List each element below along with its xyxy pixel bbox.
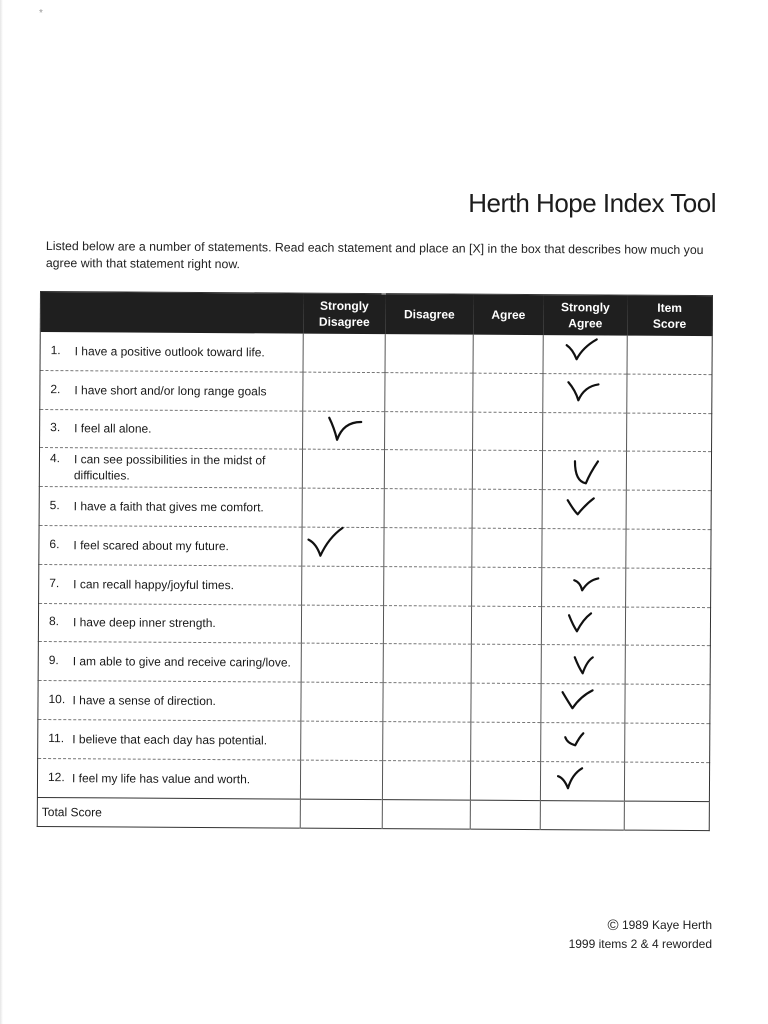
response-cell-agree[interactable] (472, 528, 542, 567)
page-title: Herth Hope Index Tool (468, 188, 716, 218)
statement (50, 451, 302, 485)
item-text: I have short and/or long range goals (74, 382, 267, 399)
response-cell-strongly-agree[interactable] (541, 606, 625, 645)
response-cell-disagree[interactable] (383, 644, 471, 683)
response-cell-strongly-agree[interactable] (541, 684, 625, 723)
handwritten-check-icon (306, 526, 346, 558)
response-cell-disagree[interactable] (385, 334, 473, 373)
check-stroke (558, 768, 582, 788)
response-cell-item-score[interactable] (626, 568, 711, 607)
check-stroke (329, 417, 361, 439)
handwritten-check-icon (566, 378, 600, 402)
response-cell-item-score[interactable] (626, 529, 711, 568)
statement (48, 770, 300, 788)
table-row (40, 332, 712, 374)
header-label-line: Score (652, 316, 687, 331)
item-number: 2. (50, 381, 61, 396)
table-row (37, 758, 709, 801)
handwritten-check-icon (556, 766, 586, 790)
check-stroke (568, 382, 598, 400)
response-cell-strongly-disagree[interactable] (303, 334, 385, 373)
statement (50, 382, 302, 400)
response-cell-item-score[interactable] (624, 762, 709, 801)
item-number: 12. (47, 769, 65, 784)
handwritten-check-icon (573, 656, 595, 676)
response-cell-agree[interactable] (473, 412, 543, 451)
item-text: I can recall happy/joyful times. (73, 576, 235, 592)
item-text: I feel scared about my future. (73, 538, 229, 554)
item-text: I can see possibilities in the midst of difficulties. (73, 452, 266, 483)
response-cell-agree[interactable] (471, 645, 541, 684)
handwritten-check-icon (565, 337, 599, 361)
copyright-text: 1989 Kaye Herth (621, 918, 712, 932)
table-row (40, 370, 712, 413)
response-cell-item-score[interactable] (625, 645, 710, 684)
response-cell-item-score[interactable] (627, 374, 712, 413)
header-label-line: Disagree (318, 314, 370, 330)
handwritten-check-icon (327, 413, 363, 441)
response-cell-agree[interactable] (470, 761, 540, 800)
response-cell-strongly-agree[interactable] (542, 490, 626, 529)
statement (49, 576, 301, 594)
item-text: I have a faith that gives me comfort. (73, 499, 264, 515)
statement-cell (37, 758, 300, 798)
item-number: 5. (49, 498, 60, 513)
item-number: 9. (48, 653, 59, 668)
check-stroke (562, 690, 592, 708)
response-cell-disagree[interactable] (384, 489, 472, 528)
item-number: 6. (49, 536, 60, 551)
handwritten-check-icon (572, 574, 600, 592)
statement-cell (38, 719, 301, 759)
response-cell-item-score[interactable] (627, 413, 712, 452)
header-label-line: Strongly (561, 300, 610, 315)
statement-cell (38, 642, 301, 682)
header-label-line: Item (657, 300, 683, 315)
item-text: I have a sense of direction. (72, 693, 216, 709)
response-cell-strongly-disagree[interactable] (300, 760, 382, 799)
statement (49, 615, 301, 633)
statement (51, 343, 303, 361)
header-label-line: Agree (491, 307, 526, 322)
check-stroke (567, 339, 597, 359)
response-cell-strongly-agree[interactable] (541, 645, 625, 684)
table-row (38, 719, 710, 762)
response-cell-strongly-disagree[interactable] (301, 682, 383, 721)
instructions: Listed below are a number of statements. Read each statement and place an [X] in the box that describes how much you agree with that statement right now. (45, 238, 704, 272)
response-cell-strongly-agree[interactable] (541, 723, 625, 762)
hope-index-table (37, 291, 713, 831)
table-row (38, 603, 710, 646)
response-cell-item-score[interactable] (625, 723, 710, 762)
table-row (38, 681, 710, 724)
item-text: I am able to give and receive caring/love. (72, 654, 291, 670)
statement-cell (39, 525, 302, 565)
response-cell-strongly-disagree[interactable] (302, 488, 384, 527)
statement-cell (39, 487, 302, 527)
response-cell-disagree[interactable] (385, 411, 473, 450)
response-cell-strongly-disagree[interactable] (301, 721, 383, 760)
item-number: 7. (49, 575, 60, 590)
statement (48, 692, 300, 710)
total-score-label: Total Score (37, 797, 300, 828)
item-text: I feel my life has value and worth. (71, 770, 251, 786)
statement-cell (40, 370, 303, 410)
item-text: I feel all alone. (74, 421, 152, 437)
hope-index-form (37, 291, 712, 831)
response-cell-disagree[interactable] (382, 760, 470, 799)
check-stroke (575, 462, 598, 484)
response-cell-strongly-disagree[interactable] (303, 411, 385, 450)
revision-note: 1999 items 2 & 4 reworded (568, 937, 712, 951)
header-label-line: Disagree (403, 307, 455, 322)
copyright-symbol: © (607, 917, 619, 934)
response-cell-strongly-disagree[interactable] (303, 372, 385, 411)
response-cell-disagree[interactable] (383, 683, 471, 722)
response-cell-item-score[interactable] (625, 684, 710, 723)
response-cell-strongly-disagree[interactable] (302, 527, 384, 566)
handwritten-check-icon (567, 611, 593, 633)
scan-speck: * (39, 8, 43, 19)
statement-cell (40, 409, 303, 449)
header-disagree (385, 294, 473, 335)
item-number: 10. (48, 692, 66, 707)
header-row (40, 292, 712, 337)
total-cell-strongly-agree[interactable] (540, 800, 624, 830)
response-cell-strongly-agree[interactable] (543, 373, 627, 412)
item-text: I believe that each day has potential. (72, 732, 268, 748)
check-stroke (565, 733, 583, 745)
check-stroke (308, 528, 342, 556)
item-text: I have a positive outlook toward life. (74, 344, 265, 360)
header-blank (40, 292, 303, 334)
table-row (38, 642, 710, 685)
total-cell-strongly-disagree[interactable] (300, 799, 382, 829)
header-label-line (41, 312, 303, 314)
page-edge (0, 0, 3, 1024)
item-number: 1. (50, 342, 61, 358)
table-row (39, 448, 711, 491)
item-number: 8. (48, 614, 60, 629)
item-text: I have deep inner strength. (72, 615, 216, 631)
response-cell-strongly-agree[interactable] (540, 761, 624, 800)
response-cell-item-score[interactable] (627, 336, 712, 375)
table-row (39, 525, 711, 568)
handwritten-check-icon (572, 460, 602, 486)
response-cell-disagree[interactable] (384, 450, 472, 489)
handwritten-check-icon (563, 731, 587, 747)
response-cell-strongly-disagree[interactable] (302, 566, 384, 605)
response-cell-agree[interactable] (471, 722, 541, 761)
check-stroke (575, 658, 593, 674)
statement (50, 498, 302, 516)
statement (50, 421, 302, 439)
response-cell-agree[interactable] (471, 683, 541, 722)
table-row (40, 409, 712, 452)
response-cell-agree[interactable] (472, 567, 542, 606)
check-stroke (568, 498, 594, 514)
check-stroke (569, 613, 591, 631)
response-cell-disagree[interactable] (384, 566, 472, 605)
header-item-score (627, 295, 712, 336)
header-label-line: Strongly (320, 298, 369, 314)
statement-cell (38, 681, 301, 721)
response-cell-strongly-disagree[interactable] (301, 643, 383, 682)
response-cell-disagree[interactable] (383, 605, 471, 644)
total-cell-agree[interactable] (470, 800, 540, 829)
response-cell-item-score[interactable] (626, 451, 711, 490)
item-rows (37, 332, 712, 801)
statement-cell (39, 448, 302, 488)
response-cell-agree[interactable] (473, 373, 543, 412)
response-cell-item-score[interactable] (625, 607, 710, 646)
response-cell-item-score[interactable] (626, 490, 711, 529)
response-cell-strongly-disagree[interactable] (301, 605, 383, 644)
response-cell-disagree[interactable] (384, 528, 472, 567)
item-number: 11. (48, 730, 65, 746)
response-cell-disagree[interactable] (385, 372, 473, 411)
table-row (39, 564, 711, 607)
item-number: 4. (49, 451, 61, 466)
handwritten-check-icon (566, 496, 596, 516)
response-cell-strongly-disagree[interactable] (302, 449, 384, 488)
table-row (39, 487, 711, 530)
statement (49, 537, 301, 555)
response-cell-agree[interactable] (472, 451, 542, 490)
header-label-line: Agree (568, 316, 603, 331)
response-cell-agree[interactable] (472, 489, 542, 528)
statement-cell (39, 564, 302, 604)
total-score-value[interactable] (624, 801, 709, 831)
item-number: 3. (50, 420, 61, 435)
copyright-line (569, 916, 712, 935)
total-row (37, 797, 709, 830)
header-agree (473, 294, 543, 335)
header-strongly-disagree (303, 293, 385, 334)
response-cell-strongly-agree[interactable] (542, 529, 626, 568)
response-cell-disagree[interactable] (383, 722, 471, 761)
response-cell-agree[interactable] (471, 606, 541, 645)
statement-cell (38, 603, 301, 643)
statement (49, 653, 301, 671)
header-strongly-agree (543, 295, 627, 336)
statement (48, 731, 300, 749)
response-cell-strongly-agree[interactable] (542, 451, 626, 490)
handwritten-check-icon (560, 688, 594, 710)
response-cell-strongly-agree[interactable] (543, 335, 627, 374)
response-cell-strongly-agree[interactable] (543, 412, 627, 451)
total-cell-disagree[interactable] (382, 799, 470, 829)
response-cell-agree[interactable] (473, 335, 543, 374)
check-stroke (574, 578, 598, 590)
response-cell-strongly-agree[interactable] (542, 567, 626, 606)
footer (569, 916, 712, 953)
statement-cell (40, 332, 303, 372)
